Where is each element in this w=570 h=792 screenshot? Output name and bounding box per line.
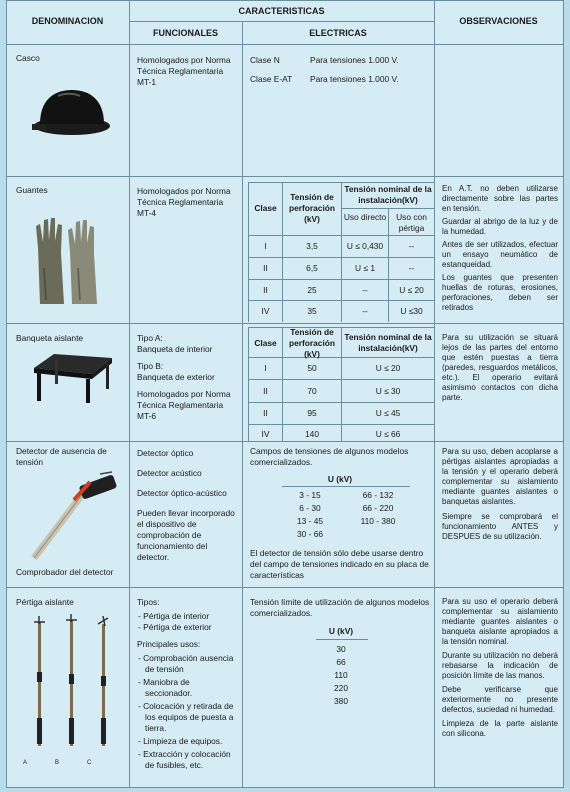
cell: 95 — [307, 408, 317, 418]
list-item: 380 — [334, 696, 348, 706]
cell: U ≤ 20 — [375, 363, 401, 373]
obs-paragraph: Para su uso, deben acoplarse a pértigas aislantes apropiadas a la tensión y el operario deberá complementar su aislamiento mediante guantes aislantes o banquetas aislantes. — [442, 447, 558, 506]
cell: U ≤ 30 — [375, 386, 401, 396]
row-name: Casco — [16, 53, 40, 63]
pole-label-c: C — [87, 760, 92, 766]
detector-u-label: U (kV) — [327, 474, 353, 484]
casco-clase-n: Clase N — [250, 55, 280, 65]
cell: 50 — [307, 363, 317, 373]
cell: U ≤ 1 — [355, 263, 375, 273]
header-observaciones: OBSERVACIONES — [459, 16, 538, 26]
obs-paragraph: Antes de ser utilizados, efectuar un ensayo neumático de estanqueidad. — [442, 240, 558, 269]
page — [6, 0, 564, 788]
pertiga-elec-intro: Tensión límite de utilización de algunos modelos comercializados. — [250, 597, 430, 618]
guantes-h-nominal: Tensión nominal de la instalación(kV) — [344, 184, 432, 205]
cell: 13 - 45 — [296, 516, 324, 526]
banqueta-func-line: Banqueta de interior — [137, 344, 213, 354]
cell: -- — [408, 241, 415, 251]
cell: 66 - 220 — [362, 503, 394, 513]
guantes-func-line: Técnica Reglamentaria — [137, 197, 224, 207]
detector-observaciones — [442, 447, 558, 542]
cell: 6 - 30 — [299, 503, 321, 513]
guantes-h-uso-directo: Uso directo — [343, 212, 387, 222]
cell: U ≤30 — [400, 306, 423, 316]
list-item: - Colocación y retirada de los equipos de puesta a tierra. — [138, 701, 234, 733]
guantes-func-line: Homologados por Norma — [137, 186, 231, 196]
row-name: Detector de ausencia de tensión — [16, 446, 107, 467]
obs-paragraph: Guardar al abrigo de la luz y de la humedad. — [442, 217, 558, 236]
obs-paragraph: Siempre se comprobará el funcionamiento ANTES y DESPUES de su utilización. — [442, 512, 558, 541]
guantes-h-tension: Tensión de perforación (kV) — [288, 192, 336, 224]
cell: U ≤ 45 — [375, 408, 401, 418]
obs-paragraph: Los guantes que presenten huellas de roturas, erosiones, perforaciones, deben ser retirados — [442, 273, 558, 312]
pertiga-u-label: U (kV) — [328, 626, 354, 636]
list-item-text: Pértiga de interior — [143, 611, 210, 621]
guantes-func-line: MT-4 — [137, 208, 157, 218]
helmet-image — [28, 86, 110, 138]
pole-label-b: B — [55, 760, 60, 766]
banqueta-h-tension: Tensión de perforación (kV) — [288, 327, 336, 359]
row-name: Banqueta aislante — [16, 333, 84, 343]
guantes-h-uso-pertiga: Uso con pértiga — [396, 212, 427, 233]
cell: 30 - 66 — [296, 529, 324, 539]
gloves-image — [34, 208, 104, 306]
list-item-text: Maniobra de seccionador. — [143, 677, 193, 698]
banqueta-func-line: Banqueta de exterior — [137, 372, 215, 382]
casco-clase-n-desc: Para tensiones 1.000 V. — [310, 55, 399, 65]
casco-clase-eat-desc: Para tensiones 1.000 V. — [310, 74, 399, 84]
list-item: - Extracción y colocación de fusibles, etc. — [138, 749, 231, 770]
detector-func-line: Detector óptico-acústico — [137, 488, 227, 498]
list-item: - Pértiga de interior — [138, 611, 210, 621]
cell: 3,5 — [306, 241, 318, 251]
list-item: - Comprobación ausencia de tensión — [138, 653, 234, 674]
list-item: - Pértiga de exterior — [138, 622, 212, 632]
banqueta-func-line: MT-6 — [137, 411, 157, 421]
banqueta-h-nominal: Tensión nominal de la instalación(kV) — [344, 332, 432, 353]
list-item-text: Extracción y colocación de fusibles, etc. — [143, 749, 231, 770]
list-item-text: Colocación y retirada de los equipos de puesta a tierra. — [143, 701, 234, 733]
casco-clase-eat: Clase E-AT — [250, 74, 293, 84]
detector-funcionales — [137, 448, 239, 563]
header-funcionales: FUNCIONALES — [153, 28, 218, 38]
banqueta-func-line: Técnica Reglamentaria — [137, 400, 224, 410]
cell: U ≤ 66 — [375, 429, 401, 439]
casco-func-line: Homologados por Norma — [137, 55, 231, 65]
detector-elec-intro: Campos de tensiones de algunos modelos comercializados. — [250, 446, 409, 467]
casco-func-line: Técnica Reglamentaria — [137, 66, 224, 76]
detector-func-line: Detector acústico — [137, 468, 202, 478]
cell: 70 — [307, 386, 317, 396]
banqueta-funcionales — [137, 333, 239, 422]
banqueta-func-line: Tipo B: — [137, 361, 164, 371]
header-caracteristicas: CARACTERISTICAS — [238, 6, 325, 16]
casco-funcionales — [137, 55, 239, 88]
cell: U ≤ 0,430 — [346, 241, 384, 251]
cell: 3 - 15 — [299, 490, 321, 500]
guantes-h-clase: Clase — [254, 203, 277, 213]
pertiga-funcionales — [137, 597, 239, 771]
pertiga-tipos-title: Tipos: — [137, 597, 160, 607]
cell: -- — [408, 263, 415, 273]
cell: II — [263, 263, 268, 273]
cell: 140 — [305, 429, 319, 439]
list-item: - Limpieza de equipos. — [138, 736, 223, 746]
obs-paragraph: Para su uso el operario deberá complementar su aislamiento mediante guantes aislantes o banqueta aislante apropiados a la tensión nominal. — [442, 597, 558, 646]
cell: II — [263, 285, 268, 295]
obs-paragraph: Debe verificarse que exteriormente no presente defectos, suciedad ni humedad. — [442, 685, 558, 714]
header-denominacion: DENOMINACION — [31, 16, 104, 26]
obs-paragraph: En A.T. no deben utilizarse directamente sobre las partes en tensión. — [442, 184, 558, 213]
cell: I — [264, 363, 267, 373]
pertiga-usos-title: Principales usos: — [137, 639, 201, 649]
list-item-text: Limpieza de equipos. — [143, 736, 223, 746]
cell: 25 — [307, 285, 317, 295]
cell: IV — [261, 306, 270, 316]
detector-image — [20, 470, 126, 562]
list-item-text: Comprobación ausencia de tensión — [143, 653, 234, 674]
banqueta-func-line: Tipo A: — [137, 333, 163, 343]
cell: I — [264, 241, 267, 251]
pole-label-a: A — [23, 760, 28, 766]
detector-func-line: Pueden llevar incorporado el dispositivo de comprobación de funcionamiento del detector. — [137, 508, 235, 562]
list-item-text: Pértiga de exterior — [143, 622, 212, 632]
guantes-funcionales — [137, 186, 239, 219]
list-item: 220 — [334, 683, 348, 693]
cell: -- — [362, 285, 368, 295]
obs-paragraph: Durante su utilización no deberá rebasarse la indicación de posición límite de las manos. — [442, 651, 558, 680]
banqueta-h-clase: Clase — [254, 338, 277, 348]
cell: II — [263, 386, 268, 396]
cell: II — [263, 408, 268, 418]
obs-paragraph: Limpieza de la parte aislante con silicona. — [442, 719, 558, 738]
row-name: Guantes — [16, 185, 48, 195]
banqueta-func-line: Homologados por Norma — [137, 389, 231, 399]
cell: U ≤ 20 — [399, 285, 424, 295]
cell: 6,5 — [306, 263, 318, 273]
cell: 66 - 132 — [362, 490, 394, 500]
list-item: 66 — [336, 657, 346, 667]
list-item: - Maniobra de seccionador. — [138, 677, 193, 698]
cell: IV — [261, 429, 270, 439]
banqueta-observaciones: Para su utilización se situará lejos de las partes del entorno que estén puestas a tierra (paredes, resguardos metálicos, etc.). El operario evitará asimismo contactos con dicha parte. — [442, 333, 558, 402]
pole-image — [24, 614, 124, 758]
guantes-observaciones — [442, 184, 558, 313]
list-item: 30 — [336, 644, 346, 654]
cell: 110 - 380 — [360, 516, 396, 526]
row-name: Pértiga aislante — [16, 597, 74, 607]
stool-image — [28, 352, 114, 404]
detector-caption: Comprobador del detector — [16, 567, 114, 577]
casco-func-line: MT-1 — [137, 77, 157, 87]
list-item: 110 — [334, 670, 348, 680]
cell: 35 — [307, 306, 317, 316]
detector-func-line: Detector óptico — [137, 448, 194, 458]
detector-elec-note: El detector de tensión sólo debe usarse dentro del campo de tensiones indicado en su placa de características — [250, 548, 429, 580]
pertiga-observaciones — [442, 597, 558, 739]
cell: -- — [362, 306, 368, 316]
header-electricas: ELECTRICAS — [309, 28, 367, 38]
